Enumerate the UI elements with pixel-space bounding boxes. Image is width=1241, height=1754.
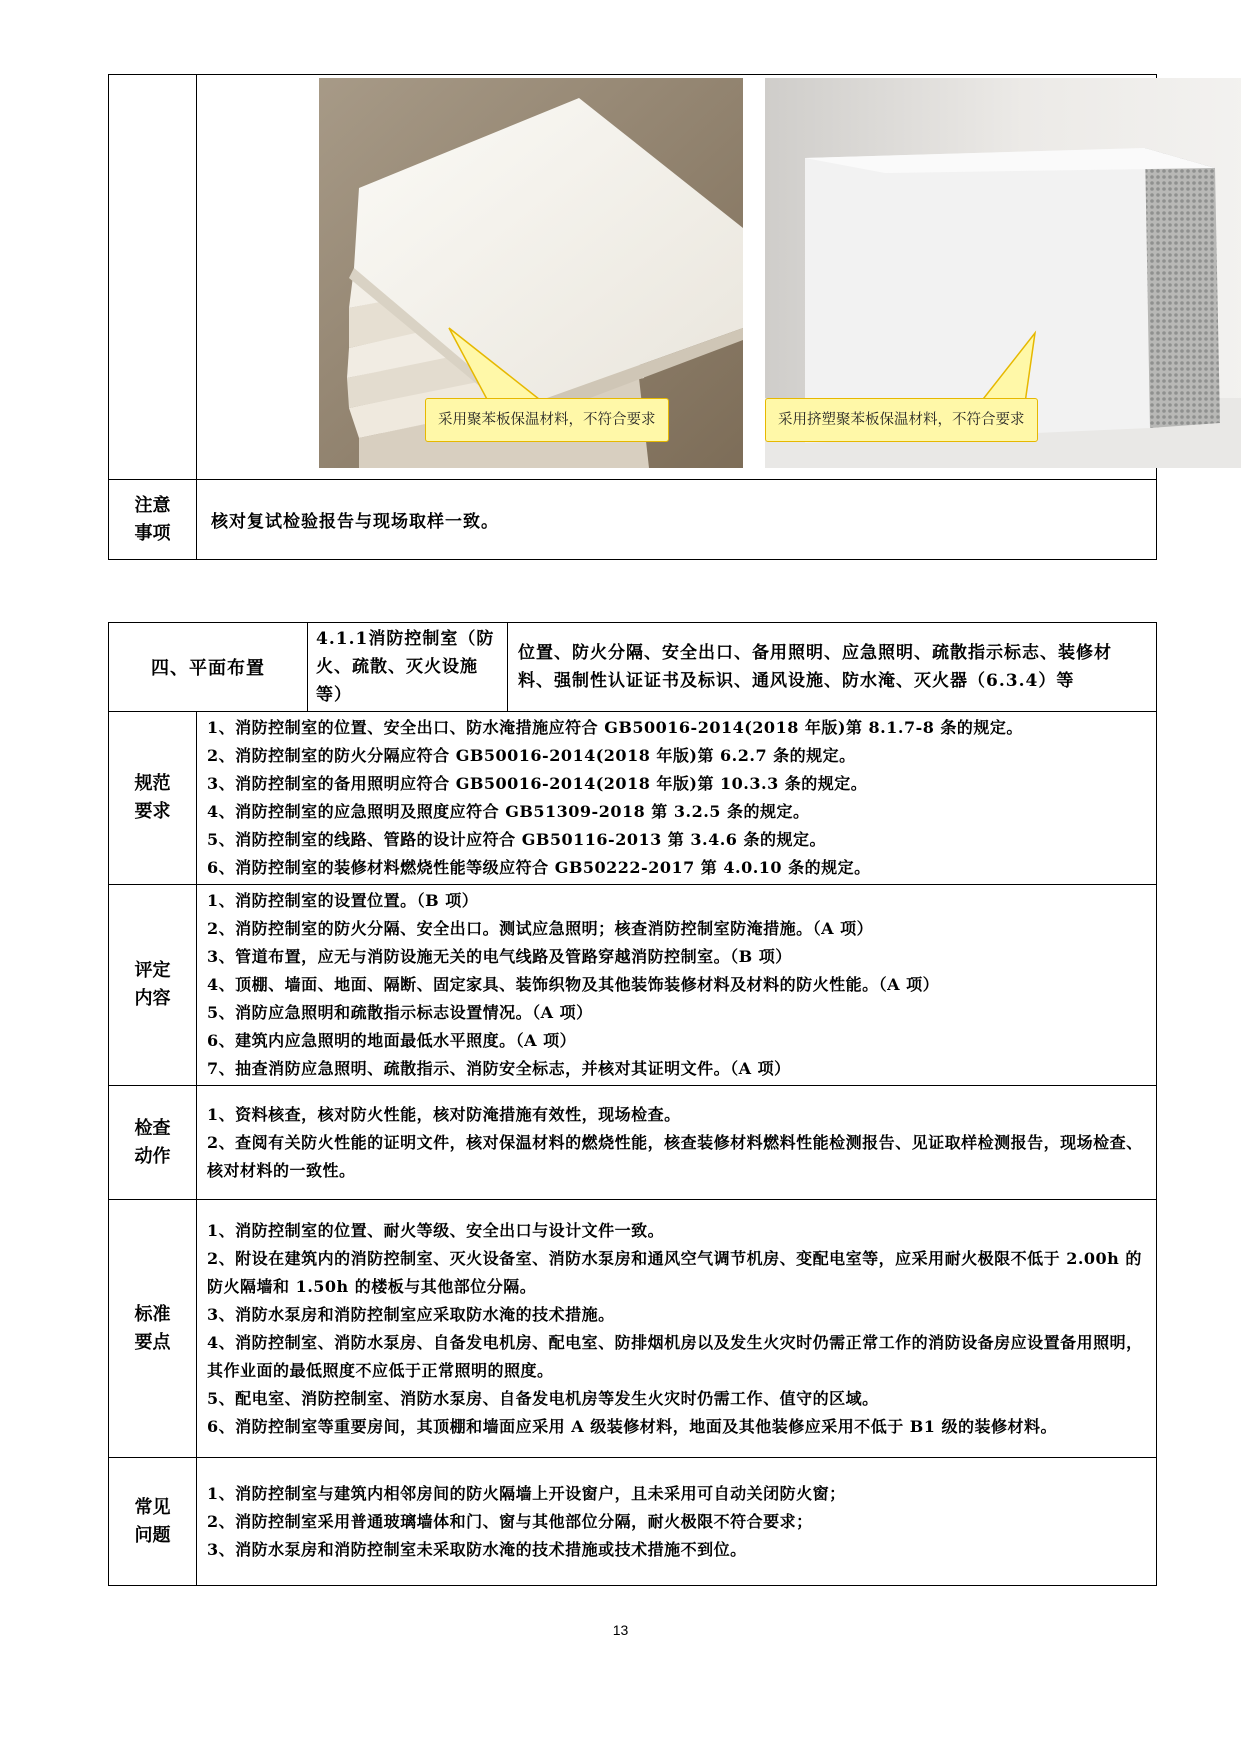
list-item: 6、消防控制室的装修材料燃烧性能等级应符合 GB50222-2017 第 4.0.10 条的规定。 [207,858,871,877]
list-item: 6、建筑内应急照明的地面最低水平照度。（A 项） [207,1031,577,1050]
list-item: 1、消防控制室的位置、耐火等级、安全出口与设计文件一致。 [207,1220,665,1240]
xps-caption: 采用挤塑聚苯板保温材料，不符合要求 [765,398,1038,442]
list-item: 6、消防控制室等重要房间，其顶棚和墙面应采用 A 级装修材料，地面及其他装修应采用不低于 B1 级的装修材料。 [207,1416,1057,1436]
table-row [109,1200,1157,1458]
table-row [109,1086,1157,1200]
section-title: 四、平面布置 [109,623,308,712]
photo-cell [197,75,1157,480]
row-label: 标准要点 [109,1200,197,1458]
list-item: 5、消防控制室的线路、管路的设计应符合 GB50116-2013 第 3.4.6 条的规定。 [207,830,826,849]
list-item: 1、消防控制室与建筑内相邻房间的防火隔墙上开设窗户，且未采用可自动关闭防火窗； [207,1483,846,1503]
list-item: 2、消防控制室的防火分隔、安全出口。测试应急照明；核查消防控制室防淹措施。（A 项） [207,919,874,938]
page-number: 13 [612,1622,629,1638]
row-label: 常见问题 [109,1458,197,1586]
table-row [109,712,1157,885]
list-item: 1、资料核查，核对防火性能，核对防淹措施有效性，现场检查。 [207,1104,681,1124]
list-item: 4、消防控制室、消防水泵房、自备发电机房、配电室、防排烟机房以及发生火灾时仍需正常工作的消防设备房应设置备用照明，其作业面的最低照度不应低于正常照明的照度。 [207,1332,1143,1380]
eps-caption: 采用聚苯板保温材料，不符合要求 [425,398,669,442]
list-item: 2、附设在建筑内的消防控制室、灭火设备室、消防水泵房和通风空气调节机房、变配电室等，应采用耐火极限不低于 2.00h 的防火隔墙和 1.50h 的楼板与其他部位分隔。 [207,1248,1142,1296]
notes-text: 核对复试检验报告与现场取样一致。 [197,480,1157,560]
list-item: 3、消防水泵房和消防控制室应采取防水淹的技术措施。 [207,1304,615,1324]
list-item: 1、消防控制室的位置、安全出口、防水淹措施应符合 GB50016-2014(2018 年版)第 8.1.7-8 条的规定。 [207,718,1023,737]
photo-label-cell [109,75,197,480]
xps-board-photo [765,78,1241,468]
list-item: 2、消防控制室的防火分隔应符合 GB50016-2014(2018 年版)第 6.2.7 条的规定。 [207,746,856,765]
row-label: 检查动作 [109,1086,197,1200]
row-content [197,712,1157,885]
notes-label: 注意事项 [109,480,197,560]
row-content [197,885,1157,1086]
list-item: 4、顶棚、墙面、地面、隔断、固定家具、装饰织物及其他装饰装修材料及材料的防火性能。（A 项） [207,975,940,994]
list-item: 3、消防控制室的备用照明应符合 GB50016-2014(2018 年版)第 10.3.3 条的规定。 [207,774,868,793]
list-item: 2、查阅有关防火性能的证明文件，核对保温材料的燃烧性能，核查装修材料燃料性能检测报告、见证取样检测报告，现场检查、核对材料的一致性。 [207,1132,1143,1180]
list-item: 5、消防应急照明和疏散指示标志设置情况。（A 项） [207,1003,593,1022]
header-row [109,623,1157,712]
row-content [197,1200,1157,1458]
row-label: 评定内容 [109,885,197,1086]
scope-text: 位置、防火分隔、安全出口、备用照明、应急照明、疏散指示标志、装修材料、强制性认证证书及标识、通风设施、防水淹、灭火器（6.3.4）等 [508,623,1157,712]
list-item: 7、抽查消防应急照明、疏散指示、消防安全标志，并核对其证明文件。（A 项） [207,1059,791,1078]
list-item: 5、配电室、消防控制室、消防水泵房、自备发电机房等发生火灾时仍需工作、值守的区域。 [207,1388,879,1408]
list-item: 2、消防控制室采用普通玻璃墙体和门、窗与其他部位分隔，耐火极限不符合要求； [207,1511,813,1531]
row-content [197,1458,1157,1586]
eps-board-photo [319,78,743,468]
list-item: 3、消防水泵房和消防控制室未采取防水淹的技术措施或技术措施不到位。 [207,1539,747,1559]
item-title: 4.1.1消防控制室（防火、疏散、灭火设施等） [308,623,508,712]
table-row [109,1458,1157,1586]
list-item: 1、消防控制室的设置位置。（B 项） [207,891,479,910]
row-content [197,1086,1157,1200]
table-row [109,885,1157,1086]
inspection-table [108,622,1157,1586]
list-item: 4、消防控制室的应急照明及照度应符合 GB51309-2018 第 3.2.5 条的规定。 [207,802,810,821]
photo-notes-table [108,74,1157,560]
row-label: 规范要求 [109,712,197,885]
list-item: 3、管道布置，应无与消防设施无关的电气线路及管路穿越消防控制室。（B 项） [207,947,792,966]
